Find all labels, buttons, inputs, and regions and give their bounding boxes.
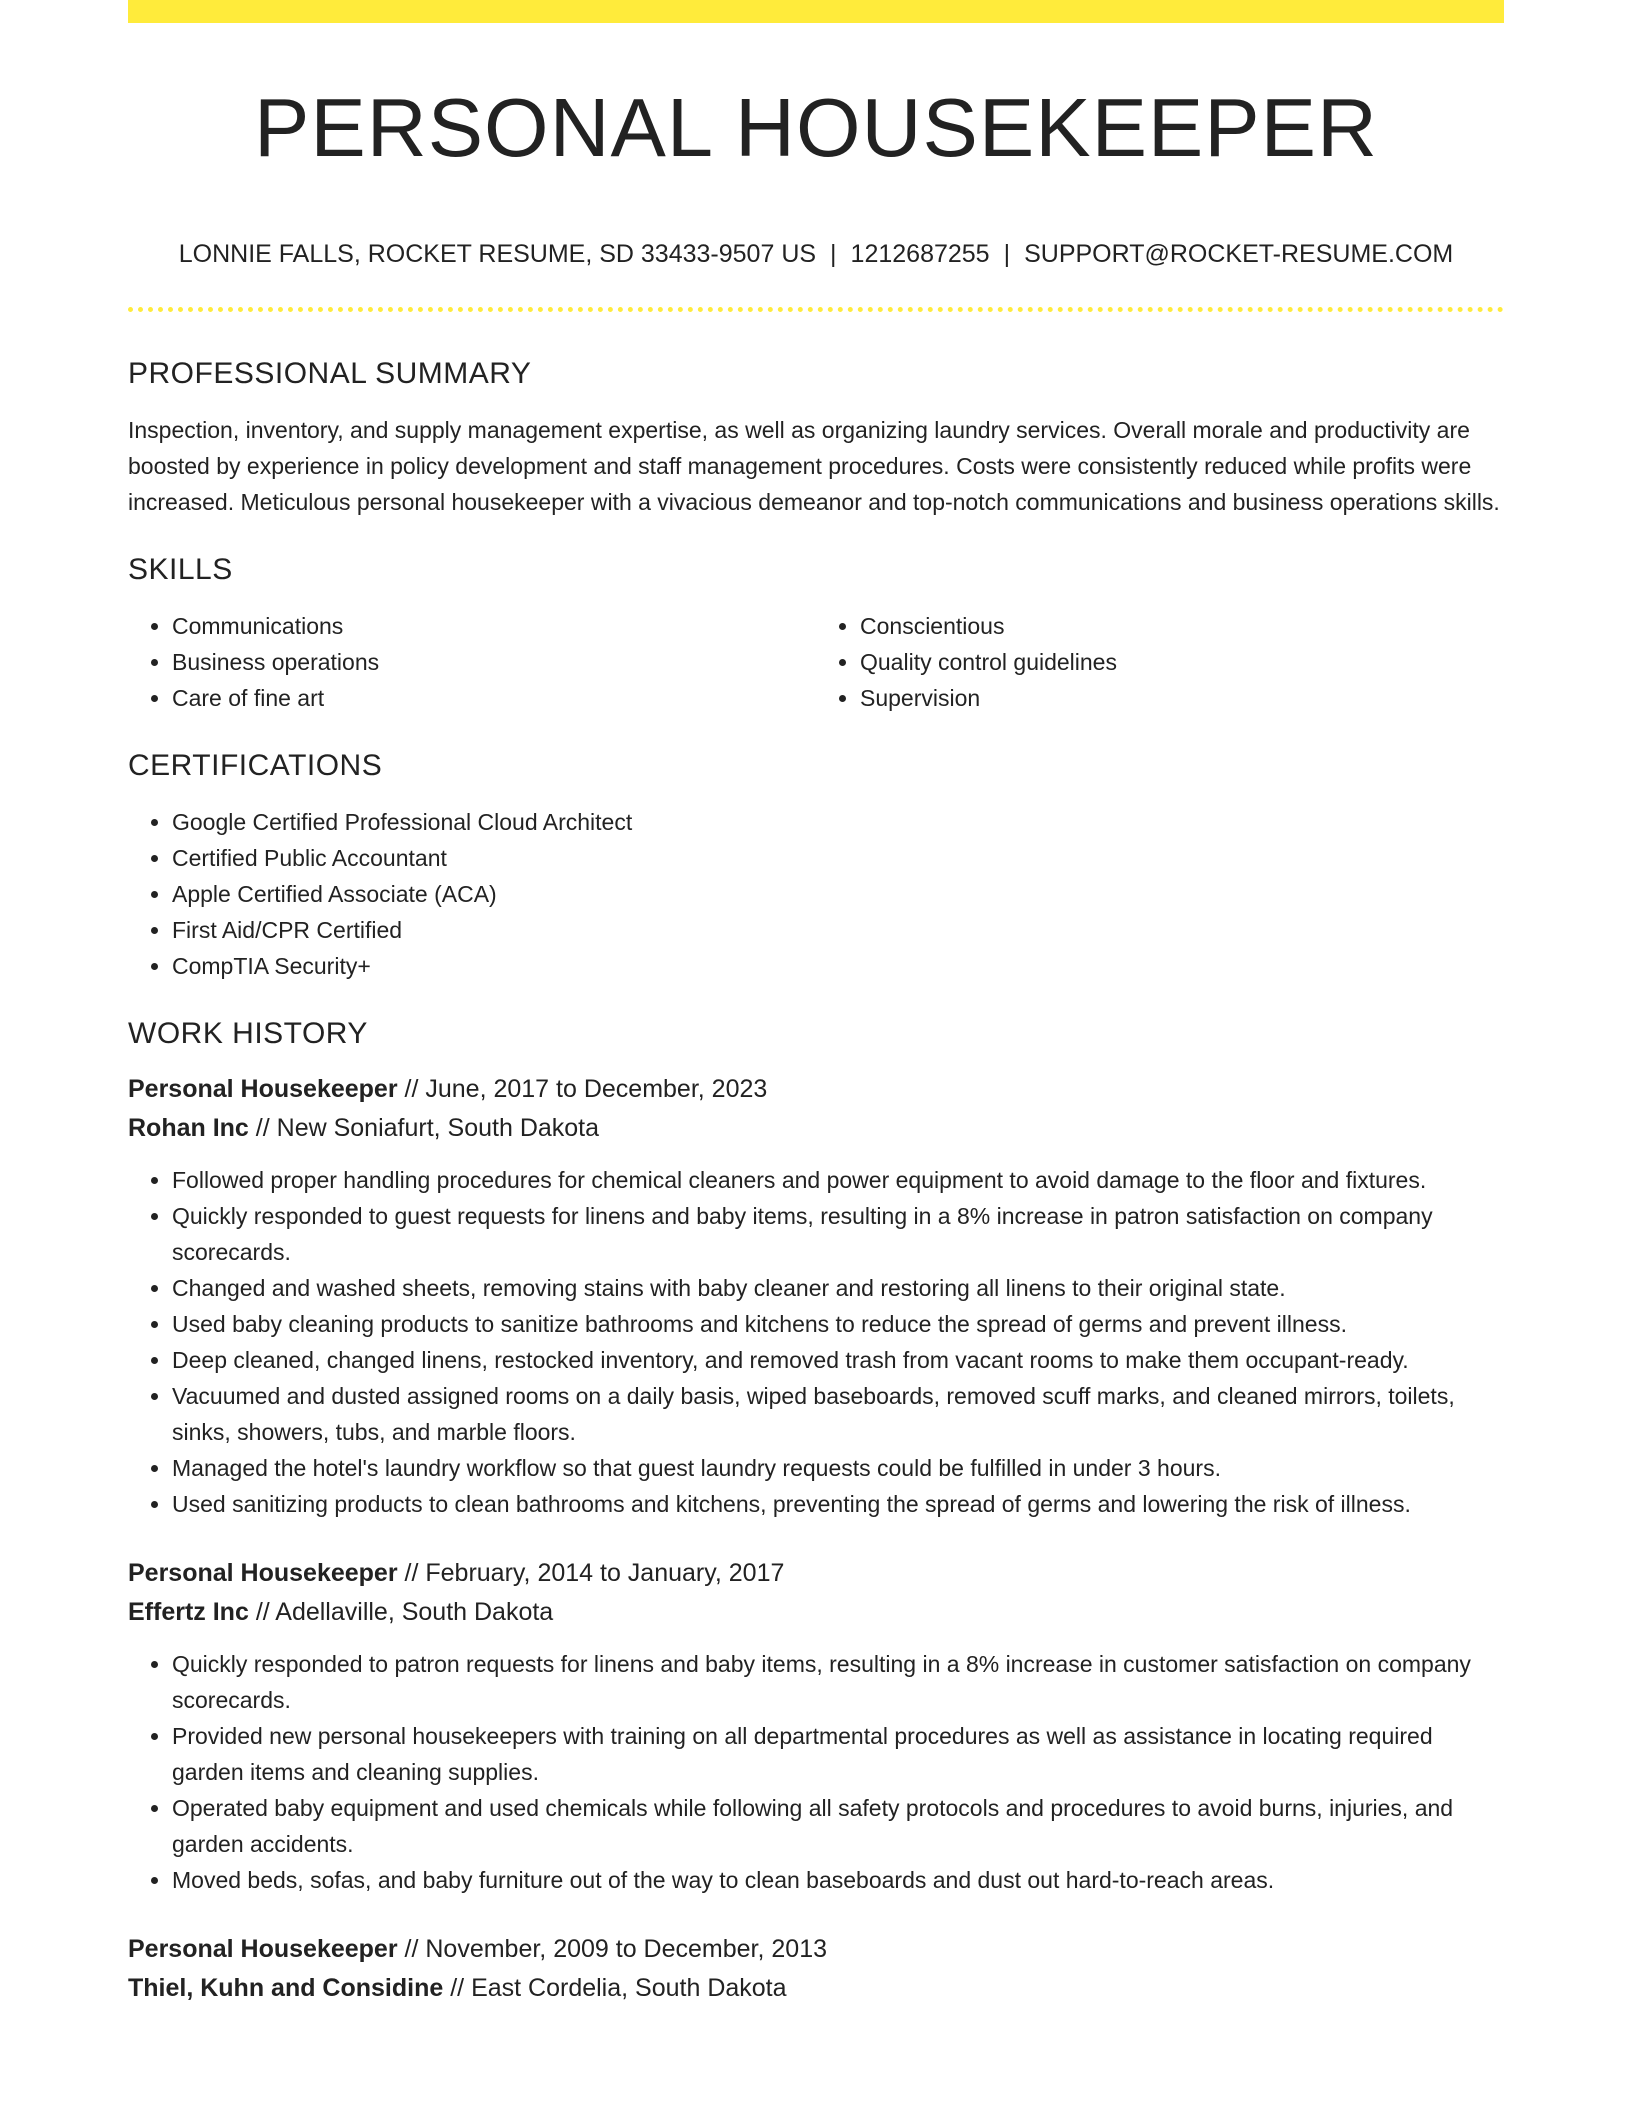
job-bullet: • Followed proper handling procedures for chemical cleaners and power equipment to avoid damage to the floor and fixtures. (172, 1162, 1504, 1198)
job-entry (128, 1070, 1504, 1522)
job-company: Thiel, Kuhn and Considine (128, 1974, 444, 2002)
certifications-list (128, 804, 1504, 984)
dotted-divider (128, 307, 1504, 312)
job-bullet: • Managed the hotel's laundry workflow so that guest laundry requests could be fulfilled in under 3 hours. (172, 1450, 1504, 1486)
contact-line (128, 236, 1504, 272)
job-title-line (128, 1930, 1504, 1969)
job-company: Effertz Inc (128, 1598, 249, 1626)
job-bullet: • Changed and washed sheets, removing stains with baby cleaner and restoring all linens to their original state. (172, 1270, 1504, 1306)
job-bullet: • Used sanitizing products to clean bathrooms and kitchens, preventing the spread of germs and lowering the risk of illness. (172, 1486, 1504, 1522)
work-history-heading: WORK HISTORY (128, 1017, 368, 1050)
job-bullet: • Used baby cleaning products to sanitize bathrooms and kitchens to reduce the spread of germs and prevent illness. (172, 1306, 1504, 1342)
job-title: Personal Housekeeper (128, 1559, 398, 1587)
job-bullet: • Quickly responded to patron requests for linens and baby items, resulting in a 8% increase in customer satisfaction on company scorecards. (172, 1646, 1504, 1718)
skill-item: • Quality control guidelines (860, 644, 1504, 680)
skill-item: • Business operations (172, 644, 816, 680)
job-dates: // February, 2014 to January, 2017 (404, 1559, 785, 1587)
job-entry (128, 1554, 1504, 1898)
contact-separator: | (830, 240, 837, 268)
job-company-line (128, 1593, 1504, 1632)
job-location: // East Cordelia, South Dakota (450, 1974, 787, 2002)
work-history-section (128, 1014, 1504, 2008)
contact-phone: 1212687255 (850, 240, 990, 268)
job-dates: // June, 2017 to December, 2023 (404, 1075, 768, 1103)
summary-text: Inspection, inventory, and supply management expertise, as well as organizing laundry services. Overall morale and productivity are boosted by experience in policy development and staff management procedures. Costs were consistently reduced while profits were increased. Meticulous personal housekeeper with a vivacious demeanor and top-notch communications and business operations skills. (128, 417, 1500, 515)
job-company-line (128, 1969, 1504, 2008)
job-company-line (128, 1109, 1504, 1148)
job-bullets (128, 1646, 1504, 1898)
job-bullet: • Quickly responded to guest requests for linens and baby items, resulting in a 8% increase in patron satisfaction on company scorecards. (172, 1198, 1504, 1270)
skills-columns (128, 608, 1504, 716)
skill-item: • Supervision (860, 680, 1504, 716)
job-company: Rohan Inc (128, 1114, 249, 1142)
job-bullet: • Moved beds, sofas, and baby furniture out of the way to clean baseboards and dust out hard-to-reach areas. (172, 1862, 1504, 1898)
job-bullets (128, 1162, 1504, 1522)
skill-item: • Communications (172, 608, 816, 644)
certifications-section (128, 746, 1504, 984)
skills-heading: SKILLS (128, 553, 233, 586)
skill-item: • Care of fine art (172, 680, 816, 716)
certification-item: • Certified Public Accountant (172, 840, 1504, 876)
job-bullet: • Deep cleaned, changed linens, restocked inventory, and removed trash from vacant rooms to make them occupant-ready. (172, 1342, 1504, 1378)
resume-title: PERSONAL HOUSEKEEPER (254, 81, 1378, 174)
skills-list-left (128, 608, 816, 716)
job-title: Personal Housekeeper (128, 1935, 398, 1963)
summary-section (128, 354, 1504, 520)
job-title: Personal Housekeeper (128, 1075, 398, 1103)
summary-heading: PROFESSIONAL SUMMARY (128, 357, 532, 390)
job-location: // Adellaville, South Dakota (255, 1598, 554, 1626)
job-location: // New Soniafurt, South Dakota (255, 1114, 600, 1142)
certification-item: • Google Certified Professional Cloud Architect (172, 804, 1504, 840)
certifications-heading: CERTIFICATIONS (128, 749, 383, 782)
certification-item: • First Aid/CPR Certified (172, 912, 1504, 948)
job-entry (128, 1930, 1504, 2008)
job-title-line (128, 1554, 1504, 1593)
job-title-line (128, 1070, 1504, 1109)
skills-section (128, 550, 1504, 716)
contact-address: LONNIE FALLS, ROCKET RESUME, SD 33433-9507 US (178, 240, 817, 268)
job-bullet: • Operated baby equipment and used chemicals while following all safety protocols and procedures to avoid burns, injuries, and garden accidents. (172, 1790, 1504, 1862)
resume-body (128, 354, 1504, 2008)
job-dates: // November, 2009 to December, 2013 (404, 1935, 828, 1963)
accent-top-bar (128, 0, 1504, 23)
certification-item: • Apple Certified Associate (ACA) (172, 876, 1504, 912)
contact-separator: | (1003, 240, 1011, 268)
skills-list-right (816, 608, 1504, 716)
skill-item: • Conscientious (860, 608, 1504, 644)
job-bullet: • Provided new personal housekeepers with training on all departmental procedures as well as assistance in locating required garden items and cleaning supplies. (172, 1718, 1504, 1790)
certification-item: • CompTIA Security+ (172, 948, 1504, 984)
contact-email: SUPPORT@ROCKET-RESUME.COM (1024, 240, 1454, 268)
job-bullet: • Vacuumed and dusted assigned rooms on a daily basis, wiped baseboards, removed scuff marks, and cleaned mirrors, toilets, sinks, showers, tubs, and marble floors. (172, 1378, 1504, 1450)
